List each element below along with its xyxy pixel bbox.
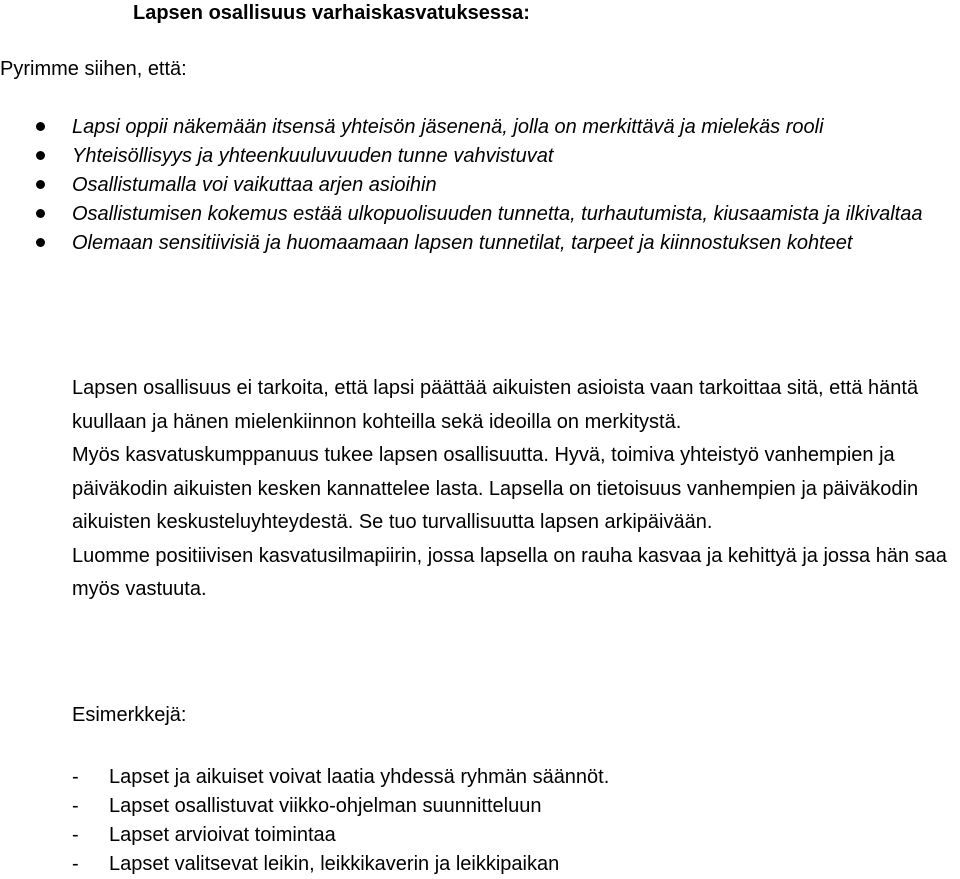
goals-bullet-list [72, 113, 952, 258]
dash-marker: - [72, 824, 79, 846]
paragraph: Myös kasvatuskumppanuus tukee lapsen osallisuutta. Hyvä, toimiva yhteistyö vanhempien ja päiväkodin aikuisten kesken kannattelee lasta. Lapsella on tietoisuus vanhempien ja päiväkodin aikuisten keskusteluyhteydestä. Se tuo turvallisuutta lapsen arkipäivään. [72, 444, 919, 533]
bullet-text: Osallistumalla voi vaikuttaa arjen asioihin [72, 174, 437, 196]
dash-marker: - [72, 795, 79, 817]
bullet-item [72, 200, 952, 229]
bullet-dot-icon [36, 238, 45, 247]
example-text: Lapset arvioivat toimintaa [109, 824, 336, 846]
bullet-dot-icon [36, 151, 45, 160]
bullet-dot-icon [36, 209, 45, 218]
bullet-item [72, 171, 952, 200]
example-text: Lapset valitsevat leikin, leikkikaverin ja leikkipaikan [109, 853, 560, 875]
bullet-dot-icon [36, 180, 45, 189]
bullet-item [72, 142, 952, 171]
example-text: Lapset osallistuvat viikko-ohjelman suunnitteluun [109, 795, 542, 817]
document-title: Lapsen osallisuus varhaiskasvatuksessa: [133, 2, 530, 24]
bullet-text: Yhteisöllisyys ja yhteenkuuluvuuden tunne vahvistuvat [72, 145, 554, 167]
bullet-text: Osallistumisen kokemus estää ulkopuolisuuden tunnetta, turhautumista, kiusaamista ja ilkivaltaa [72, 203, 923, 225]
paragraph: Lapsen osallisuus ei tarkoita, että lapsi päättää aikuisten asioista vaan tarkoittaa sitä, että häntä kuullaan ja hänen mielenkiinnon kohteilla sekä ideoilla on merkitystä. [72, 377, 919, 433]
bullet-dot-icon [36, 122, 45, 131]
dash-marker: - [72, 853, 79, 875]
bullet-item [72, 229, 952, 258]
example-item [72, 763, 609, 792]
example-item [72, 821, 609, 850]
bullet-text: Olemaan sensitiivisiä ja huomaamaan lapsen tunnetilat, tarpeet ja kiinnostuksen kohteet [72, 232, 853, 254]
bullet-text: Lapsi oppii näkemään itsensä yhteisön jäsenenä, jolla on merkittävä ja mielekäs rooli [72, 116, 824, 138]
dash-marker: - [72, 766, 79, 788]
examples-heading: Esimerkkejä: [72, 704, 187, 726]
paragraph: Luomme positiivisen kasvatusilmapiirin, jossa lapsella on rauha kasvaa ja kehittyä ja jossa hän saa myös vastuuta. [72, 544, 947, 600]
example-item [72, 792, 609, 821]
intro-text: Pyrimme siihen, että: [0, 58, 187, 80]
bullet-item [72, 113, 952, 142]
examples-list [72, 763, 609, 879]
body-paragraphs [72, 372, 960, 607]
example-item [72, 850, 609, 879]
example-text: Lapset ja aikuiset voivat laatia yhdessä ryhmän säännöt. [109, 766, 610, 788]
